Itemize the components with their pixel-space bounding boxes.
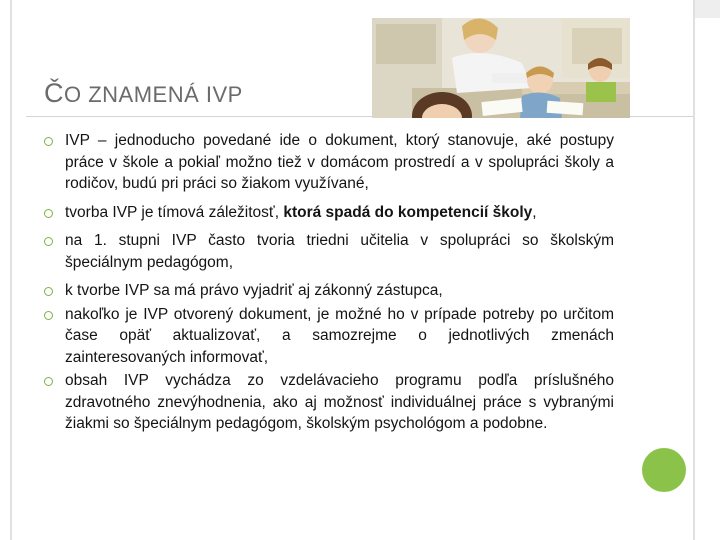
bullet-text: tvorba IVP je tímová záležitosť, (65, 203, 284, 221)
bullet-text: IVP – jednoducho povedané ide o dokument, ktorý stanovuje, aké postupy práce v škole a pokiaľ možno tiež v domácom prostredí a v spolupráci školy a rodičov, budú pri práci so žiakom využívané, (65, 132, 614, 192)
bullet-item (44, 130, 614, 195)
slide-frame-corner (695, 0, 720, 18)
bullet-circle-icon (44, 137, 53, 146)
bullet-text-bold: ktorá spadá do kompetencií školy (283, 203, 533, 221)
bullet-item (44, 304, 614, 369)
bullet-item (44, 370, 614, 435)
bullet-text: k tvorbe IVP sa má právo vyjadriť aj zákonný zástupca, (65, 282, 443, 299)
slide-frame-left (10, 0, 12, 540)
bullet-item (44, 202, 614, 224)
bullet-text: na 1. stupni IVP často tvoria triedni učitelia v spolupráci so školským špeciálnym pedagógom, (65, 232, 614, 271)
bullet-text: nakoľko je IVP otvorený dokument, je možné ho v prípade potreby po určitom čase opäť aktualizovať, a samozrejme o jednotlivých zmenách zainteresovaných informovať, (65, 305, 614, 366)
slide-title (44, 78, 243, 109)
bullet-circle-icon (44, 287, 53, 296)
corner-decoration-dot (642, 448, 686, 492)
bullet-item (44, 280, 614, 302)
title-first-letter: Č (44, 78, 64, 108)
bullet-text-end: , (532, 203, 537, 221)
bullet-circle-icon (44, 311, 53, 320)
bullet-circle-icon (44, 237, 53, 246)
slide-frame-right (693, 0, 695, 540)
classroom-photo (372, 18, 630, 118)
title-rest: O ZNAMENÁ IVP (64, 82, 243, 107)
bullet-text: obsah IVP vychádza zo vzdelávacieho programu podľa príslušného zdravotného znevýhodnenia, ako aj možnosť individuálnej práce s vybranými žiakmi so špeciálnym pedagógom, školským psychológom a podobne. (65, 372, 614, 432)
bullet-list (44, 130, 614, 442)
bullet-circle-icon (44, 209, 53, 218)
bullet-item (44, 230, 614, 273)
bullet-circle-icon (44, 377, 53, 386)
